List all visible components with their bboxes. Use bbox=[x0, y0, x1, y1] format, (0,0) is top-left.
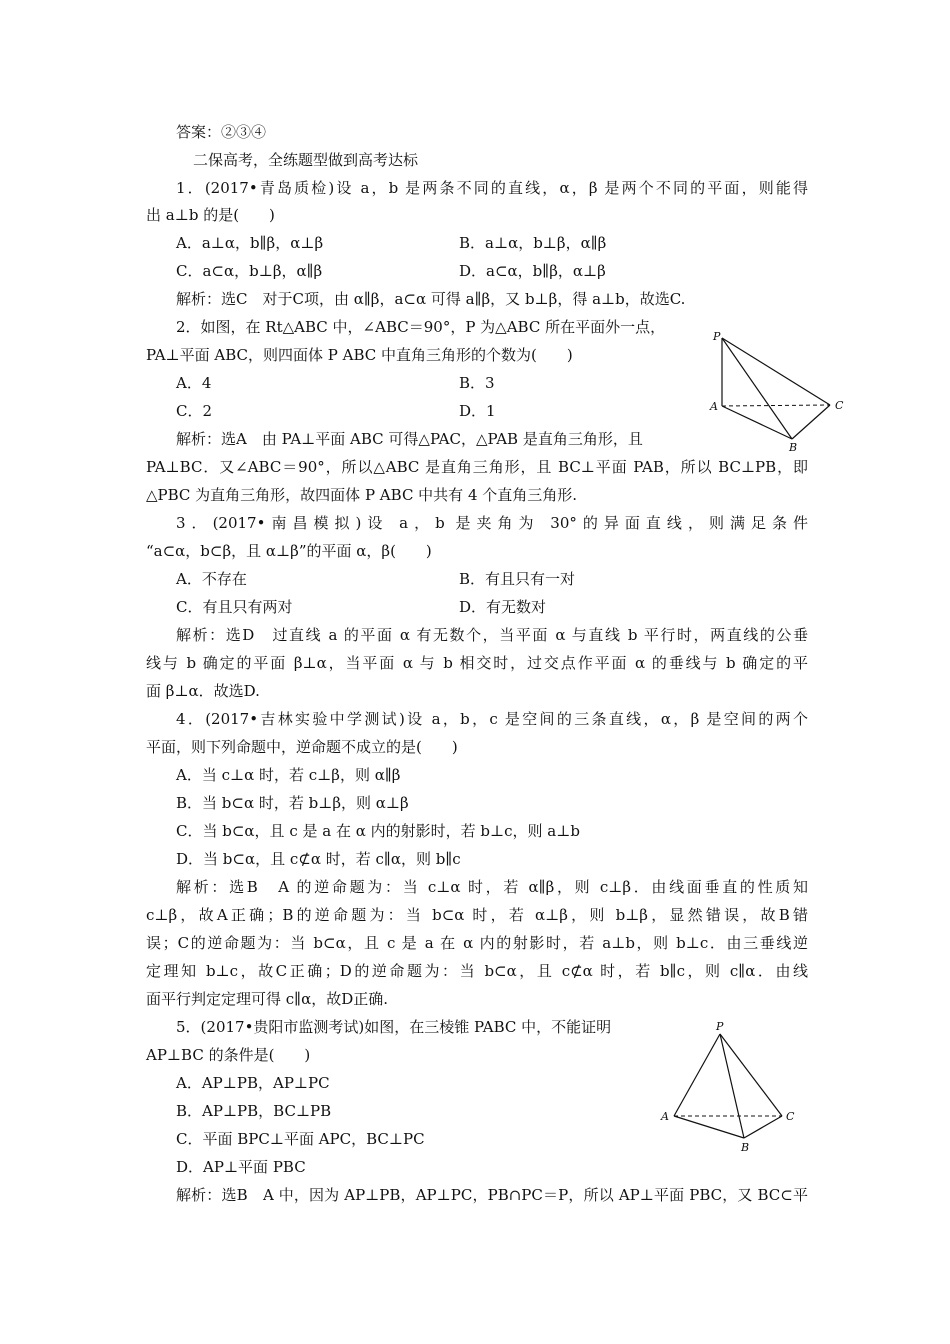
q2-stem-line1: 2．如图，在 Rt△ABC 中，∠ABC＝90°，P 为△ABC 所在平面外一点， bbox=[176, 318, 666, 336]
answer-line: 答案：②③④ bbox=[176, 123, 267, 141]
q4-stem-line2: 平面，则下列命题中，逆命题不成立的是( ) bbox=[146, 738, 458, 756]
label-a: A bbox=[661, 1110, 669, 1123]
q4-option-c: C．当 b⊂α，且 c 是 a 在 α 内的射影时，若 b⊥c，则 a⊥b bbox=[176, 822, 580, 840]
triangular-pyramid-figure-q5 bbox=[658, 1020, 808, 1160]
label-a: A bbox=[710, 400, 718, 413]
q2-stem-line2: PA⊥平面 ABC，则四面体 P ABC 中直角三角形的个数为( ) bbox=[146, 346, 573, 364]
label-p: P bbox=[716, 1020, 724, 1033]
q3-option-c: C．有且只有两对 bbox=[176, 598, 293, 616]
q1-option-d: D．a⊂α，b∥β，α⊥β bbox=[459, 262, 606, 280]
label-c: C bbox=[835, 399, 844, 412]
q3-solution-line1: 解析：选D 过直线 a 的平面 α 有无数个，当平面 α 与直线 b 平行时，两直线的公垂 bbox=[176, 626, 808, 644]
q3-solution-line2: 线与 b 确定的平面 β⊥α，当平面 α 与 b 相交时，过交点作平面 α 的垂线与 b 确定的平 bbox=[146, 654, 808, 672]
q4-stem-line1: 4．(2017•吉林实验中学测试)设 a，b，c 是空间的三条直线，α，β 是空间的两个 bbox=[176, 710, 808, 728]
q4-option-d: D．当 b⊂α，且 c⊄α 时，若 c∥α，则 b∥c bbox=[176, 850, 461, 868]
label-b: B bbox=[741, 1141, 750, 1154]
q3-stem-line1: 3．(2017•南昌模拟)设 a，b 是夹角为 30°的异面直线，则满足条件 bbox=[176, 514, 808, 532]
q2-solution-line1: 解析：选A 由 PA⊥平面 ABC 可得△PAC，△PAB 是直角三角形，且 bbox=[176, 430, 643, 448]
q4-option-b: B．当 b⊂α 时，若 b⊥β，则 α⊥β bbox=[176, 794, 409, 812]
q5-stem-line2: AP⊥BC 的条件是( ) bbox=[146, 1046, 311, 1064]
q1-stem-line2: 出 a⊥b 的是( ) bbox=[146, 206, 275, 224]
q1-option-c: C．a⊂α，b⊥β，α∥β bbox=[176, 262, 323, 280]
label-c: C bbox=[786, 1110, 795, 1123]
q3-option-b: B．有且只有一对 bbox=[459, 570, 576, 588]
q1-stem-line1: 1．(2017•青岛质检)设 a，b 是两条不同的直线，α，β 是两个不同的平面，则能得 bbox=[176, 179, 808, 197]
q2-solution-line2: PA⊥BC．又∠ABC＝90°，所以△ABC 是直角三角形，且 BC⊥平面 PAB，所以 BC⊥PB，即 bbox=[146, 458, 808, 476]
q3-stem-line2: “a⊂α，b⊂β，且 α⊥β”的平面 α，β( ) bbox=[146, 542, 432, 560]
q2-solution-line3: △PBC 为直角三角形，故四面体 P ABC 中共有 4 个直角三角形. bbox=[146, 486, 578, 504]
q5-option-c: C．平面 BPC⊥平面 APC，BC⊥PC bbox=[176, 1130, 425, 1148]
q4-solution-line3: 误；C的逆命题为：当 b⊂α，且 c 是 a 在 α 内的射影时，若 a⊥b，则 b⊥c．由三垂线逆 bbox=[146, 934, 808, 952]
label-p: P bbox=[713, 330, 721, 343]
q2-option-c: C．2 bbox=[176, 402, 213, 420]
q2-option-d: D．1 bbox=[459, 402, 496, 420]
q5-stem-line1: 5．(2017•贵阳市监测考试)如图，在三棱锥 PABC 中，不能证明 bbox=[176, 1018, 612, 1036]
q4-solution-line5: 面平行判定定理可得 c∥α，故D正确. bbox=[146, 990, 389, 1008]
q2-option-b: B．3 bbox=[459, 374, 495, 392]
q1-option-a: A．a⊥α，b∥β，α⊥β bbox=[176, 234, 324, 252]
label-b: B bbox=[789, 441, 798, 452]
q4-solution-line2: c⊥β，故A正确；B的逆命题为：当 b⊂α 时，若 α⊥β，则 b⊥β，显然错误，故B错 bbox=[146, 906, 808, 924]
q5-solution-line1: 解析：选B A 中，因为 AP⊥PB，AP⊥PC，PB∩PC＝P，所以 AP⊥平面 PBC，又 BC⊂平 bbox=[176, 1186, 808, 1204]
q1-solution: 解析：选C 对于C项，由 α∥β，a⊂α 可得 a∥β，又 b⊥β，得 a⊥b，故选C. bbox=[176, 290, 686, 308]
q5-option-a: A．AP⊥PB，AP⊥PC bbox=[176, 1074, 330, 1092]
q4-solution-line1: 解析：选B A 的逆命题为：当 c⊥α 时，若 α∥β，则 c⊥β．由线面垂直的性质知 bbox=[176, 878, 808, 896]
q2-option-a: A．4 bbox=[176, 374, 212, 392]
q3-option-a: A．不存在 bbox=[176, 570, 247, 588]
q3-option-d: D．有无数对 bbox=[459, 598, 547, 616]
section-title: 二保高考，全练题型做到高考达标 bbox=[193, 151, 419, 169]
q1-option-b: B．a⊥α，b⊥β，α∥β bbox=[459, 234, 607, 252]
q5-option-b: B．AP⊥PB，BC⊥PB bbox=[176, 1102, 332, 1120]
q4-option-a: A．当 c⊥α 时，若 c⊥β，则 α∥β bbox=[176, 766, 401, 784]
q4-solution-line4: 定理知 b⊥c，故C正确；D的逆命题为：当 b⊂α，且 c⊄α 时，若 b∥c，则 c∥α．由线 bbox=[146, 962, 808, 980]
q3-solution-line3: 面 β⊥α．故选D. bbox=[146, 682, 260, 700]
q5-option-d: D．AP⊥平面 PBC bbox=[176, 1158, 306, 1176]
tetrahedron-figure-q2 bbox=[704, 326, 854, 452]
